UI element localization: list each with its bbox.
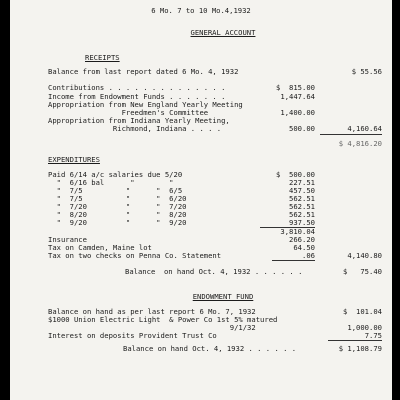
expenditure-item-label: " 9/20 " " 9/20 [48,218,187,227]
expenditure-other-amount: 266.20 [289,235,315,244]
endowment-balance-label: Balance on hand Oct. 4, 1932 . . . . . . [123,344,297,353]
date-range: 6 Mo. 7 to 10 Mo.4,1932 [151,6,251,15]
endowment-rule [328,340,382,341]
receipts-balance-amount: $ 55.56 [351,67,382,76]
endowment-item-label: Interest on deposits Provident Trust Co [48,331,217,340]
expenditure-item-amount: 457.50 [289,186,315,195]
endowment-item-amount: $ 101.04 [343,307,382,316]
expenditure-other-label: Tax on two checks on Penna Co. Statement [48,251,222,260]
expenditures-balance-label: Balance on hand Oct. 4, 1932 . . . . . . [125,267,303,276]
receipt-item-amount: $ 815.00 [276,83,315,92]
expenditure-item-label: " 7/20 " " 7/20 [48,202,187,211]
receipt-item-label: Contributions . . . . . . . . . . . . . . [48,83,226,92]
receipt-item-amount: 1,400.00 [280,108,315,117]
endowment-item-label: Balance on hand as per last report 6 Mo. 7, 1932 [48,307,256,316]
expenditures-heading: EXPENDITURES [48,155,100,164]
expenditure-item-label: " 7/5 " " 6/5 [48,186,183,195]
receipt-item-label: Richmond, Indiana . . . . [48,124,222,133]
expenditure-item-amount: 227.51 [289,178,315,187]
receipts-total: $ 4,816.20 [338,139,382,148]
receipt-item-amount: 500.00 [289,124,315,133]
endowment-item-label: $1000 Union Electric Light & Power Co 1st 5% matured [48,315,278,324]
endowment-balance-amount: $ 1,108.79 [338,344,382,353]
endowment-heading: ENDOWMENT FUND [192,292,254,301]
expenditure-item-amount: 562.51 [289,210,315,219]
receipts-heading: RECEIPTS [85,53,120,62]
expenditure-item-label: Paid 6/14 a/c salaries due 5/20 [48,170,183,179]
receipts-subtotal: 4,160.64 [347,124,382,133]
account-title: GENERAL ACCOUNT [190,28,256,37]
receipt-item-label: Appropriation from Indiana Yearly Meeting, [48,116,230,125]
expenditure-item-label: " 6/16 bal " " [48,178,174,187]
endowment-item-label: 9/1/32 [48,323,256,332]
expenditure-other-amount: 64.50 [293,243,315,252]
expenditure-other-label: Tax on Camden, Maine lot [48,243,152,252]
expenditure-item-label: " 8/20 " " 8/20 [48,210,187,219]
receipt-item-label: Income from Endowment Funds . . . . . . . [48,92,226,101]
expenditure-item-label: " 7/5 " " 6/20 [48,194,187,203]
expenditure-item-amount: 562.51 [289,202,315,211]
expenditure-other-amount: .06 [302,251,315,260]
ledger-page [10,0,392,400]
expenditure-item-amount: $ 500.00 [276,170,315,179]
endowment-item-amount: 7.75 [364,331,382,340]
expenditures-total: 4,140.80 [347,251,382,260]
expenditure-other-label: Insurance [48,235,87,244]
receipts-balance-line: Balance from last report dated 6 Mo. 4, 1932 [48,67,239,76]
endowment-item-amount: 1,000.00 [347,323,382,332]
other-rule [272,260,315,261]
salaries-total: 3,810.04 [280,227,315,236]
subtotal-rule [320,134,382,135]
receipt-item-label: Appropriation from New England Yearly Meeting [48,100,243,109]
expenditures-balance-amount: $ 75.40 [343,267,382,276]
expenditure-item-amount: 562.51 [289,194,315,203]
receipt-item-label: Freedmen's Committee [48,108,209,117]
expenditure-item-amount: 937.50 [289,218,315,227]
receipt-item-amount: 1,447.64 [280,92,315,101]
